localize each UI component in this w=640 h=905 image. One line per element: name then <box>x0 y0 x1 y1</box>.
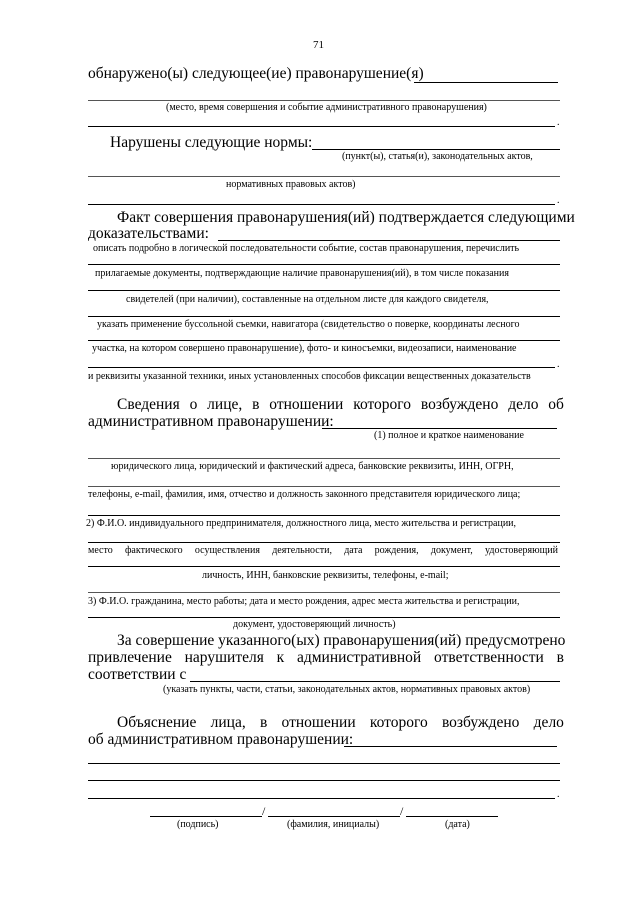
liability-line-1: За совершение указанного(ых) правонарушения(ий) предусмотрено <box>117 632 566 649</box>
person-input-line-8[interactable] <box>88 617 560 618</box>
name-slash: / <box>400 804 404 818</box>
fact-input-line-5[interactable] <box>88 340 560 341</box>
person-line-1: Сведения о лице, в отношении которого возбуждено дело об <box>117 396 564 413</box>
violation-input-line-3[interactable] <box>88 126 555 127</box>
fact-input-line-4[interactable] <box>88 316 560 317</box>
signature-slash: / <box>262 804 266 818</box>
person-caption-3: телефоны, e-mail, фамилия, имя, отчество и должность законного представителя юридического лица; <box>88 489 521 500</box>
person-caption-2: юридического лица, юридический и фактический адреса, банковские реквизиты, ИНН, ОГРН, <box>111 461 514 472</box>
person-caption-6: личность, ИНН, банковские реквизиты, телефоны, e-mail; <box>202 570 449 581</box>
person-input-line-3[interactable] <box>88 486 560 487</box>
fact-line-1: Факт совершения правонарушения(ий) подтверждается следующими <box>117 209 575 226</box>
explanation-input-line-4[interactable] <box>88 798 555 799</box>
fact-input-line[interactable] <box>218 240 560 241</box>
person-input-line-7[interactable] <box>88 592 560 593</box>
person-caption-1: (1) полное и краткое наименование <box>374 430 524 441</box>
fact-caption-5: участка, на котором совершено правонарушение), фото- и киносъемки, видеозаписи, наименование <box>92 343 517 354</box>
violation-input-line[interactable] <box>414 82 558 83</box>
end-dot: . <box>557 117 560 128</box>
page-number: 71 <box>313 39 324 51</box>
norms-input-line[interactable] <box>312 149 560 150</box>
person-input-line[interactable] <box>322 428 557 429</box>
signature-caption: (подпись) <box>177 819 219 830</box>
explanation-line-2: об административном правонарушении: <box>88 731 354 748</box>
fact-input-line-6[interactable] <box>88 367 555 368</box>
norms-input-line-2[interactable] <box>88 176 560 177</box>
caption-place-time: (место, время совершения и событие административного правонарушения) <box>166 102 487 113</box>
person-caption-5: место фактического осуществления деятельности, дата рождения, документ, удостоверяющий <box>88 545 558 556</box>
fact-line-2: доказательствами: <box>88 225 209 242</box>
caption-norms-2: нормативных правовых актов) <box>226 179 356 190</box>
violation-input-line-2[interactable] <box>88 100 560 101</box>
person-input-line-2[interactable] <box>88 458 560 459</box>
fact-caption-1: описать подробно в логической последовательности событие, состав правонарушения, перечислить <box>93 243 520 254</box>
person-input-line-6[interactable] <box>88 566 560 567</box>
date-input-line[interactable] <box>406 816 498 817</box>
person-caption-8: документ, удостоверяющий личность) <box>233 619 396 630</box>
person-caption-4: 2) Ф.И.О. индивидуального предпринимателя, должностного лица, место жительства и регистрации, <box>86 518 517 529</box>
signature-input-line[interactable] <box>150 816 262 817</box>
end-dot: . <box>557 195 560 206</box>
person-input-line-4[interactable] <box>88 515 560 516</box>
liability-line-2: привлечение нарушителя к административной ответственности в <box>88 649 564 666</box>
explanation-input-line-3[interactable] <box>88 780 560 781</box>
explanation-input-line[interactable] <box>344 746 557 747</box>
name-caption: (фамилия, инициалы) <box>287 819 380 830</box>
norms-label: Нарушены следующие нормы: <box>110 134 313 151</box>
liability-line-3: соответствии с <box>88 666 187 683</box>
liability-input-line[interactable] <box>190 681 560 682</box>
person-line-2: административном правонарушении: <box>88 413 334 430</box>
fact-input-line-3[interactable] <box>88 290 560 291</box>
fact-caption-2: прилагаемые документы, подтверждающие наличие правонарушения(ий), в том числе показания <box>95 268 509 279</box>
name-input-line[interactable] <box>268 816 400 817</box>
explanation-line-1: Объяснение лица, в отношении которого возбуждено дело <box>117 714 564 731</box>
norms-input-line-3[interactable] <box>88 204 555 205</box>
fact-caption-3: свидетелей (при наличии), составленные на отдельном листе для каждого свидетеля, <box>126 294 489 305</box>
violation-detected-label: обнаружено(ы) следующее(ие) правонарушение(я) <box>88 65 424 82</box>
end-dot: . <box>557 789 560 800</box>
person-caption-7: 3) Ф.И.О. гражданина, место работы; дата и место рождения, адрес места жительства и регистрации, <box>88 596 520 607</box>
person-input-line-5[interactable] <box>88 542 560 543</box>
explanation-input-line-2[interactable] <box>88 763 560 764</box>
fact-caption-4: указать применение буссольной съемки, навигатора (свидетельство о поверке, координаты лесного <box>97 319 520 330</box>
fact-input-line-2[interactable] <box>88 264 560 265</box>
liability-caption: (указать пункты, части, статьи, законодательных актов, нормативных правовых актов) <box>163 684 531 695</box>
fact-caption-6: и реквизиты указанной техники, иных установленных способов фиксации вещественных доказательств <box>88 371 531 382</box>
date-caption: (дата) <box>445 819 470 830</box>
caption-norms-1: (пункт(ы), статья(и), законодательных актов, <box>342 151 533 162</box>
end-dot: . <box>557 359 560 370</box>
